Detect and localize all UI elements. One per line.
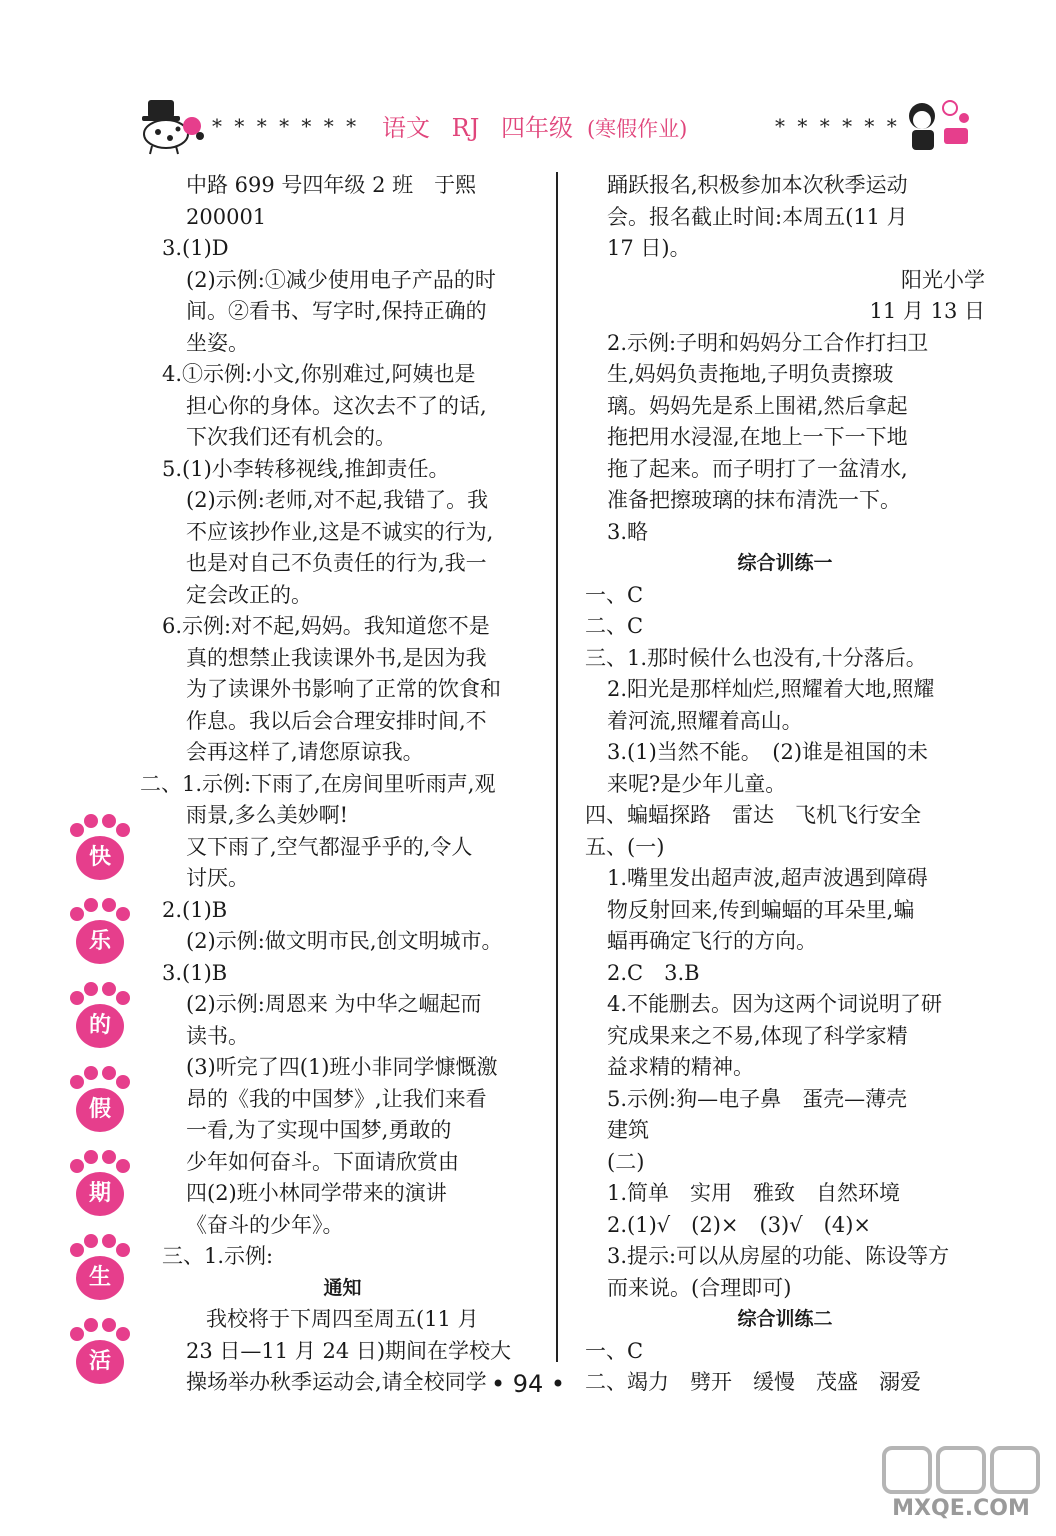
text-line: 坐姿。 (186, 330, 249, 355)
text-line: 《奋斗的少年》。 (186, 1212, 344, 1237)
text-line: 也是对自己不负责任的行为,我一 (186, 551, 487, 575)
paw-char: 快 (88, 845, 111, 870)
text-line: 3.略 (607, 519, 649, 544)
paw-badge (55, 894, 145, 978)
text-line: 17 日)。 (607, 236, 691, 260)
text-line: 又下雨了,空气都湿乎乎的,令人 (186, 834, 473, 859)
paw-badge (55, 1062, 145, 1146)
text-line: 6.示例:对不起,妈妈。我知道您不是 (162, 614, 490, 638)
text-line: 一看,为了实现中国梦,勇敢的 (186, 1118, 452, 1142)
text-line: 二、1.示例:下雨了,在房间里听雨声,观 (140, 771, 496, 796)
text-line: 雨景,多么美妙啊! (186, 803, 349, 827)
text-line: 拖了起来。而子明打了一盆清水, (607, 456, 908, 481)
text-line: 下次我们还有机会的。 (186, 425, 396, 449)
text-line: 五、(一) (585, 834, 665, 859)
text-line: 200001 (186, 204, 267, 229)
paw-badge (55, 1230, 145, 1314)
text-line: 少年如何奋斗。下面请欣赏由 (186, 1149, 459, 1174)
paw-char: 期 (88, 1181, 111, 1206)
page-header (120, 96, 980, 156)
paw-char: 假 (88, 1097, 111, 1122)
cartoon-kid-icon (900, 96, 980, 158)
text-line: (2)示例:周恩来 为中华之崛起而 (186, 992, 482, 1016)
text-line: 一、C (585, 1338, 644, 1363)
text-line: 三、1.那时候什么也没有,十分落后。 (585, 645, 927, 670)
text-line: 3.(1)当然不能。 (2)谁是祖国的未 (607, 740, 929, 764)
text-line: 不应该抄作业,这是不诚实的行为, (186, 519, 494, 544)
text-line: (二) (607, 1149, 645, 1174)
paw-badge (55, 810, 145, 894)
text-line: 11 月 13 日 (869, 299, 985, 323)
text-line: 而来说。(合理即可) (607, 1275, 792, 1300)
text-line: 3.(1)B (162, 960, 228, 985)
text-line: 昂的《我的中国梦》,让我们来看 (186, 1086, 487, 1111)
watermark-text: MXQE.COM (892, 1496, 1030, 1521)
paw-char: 生 (88, 1265, 111, 1290)
text-line: 物反射回来,传到蝙蝠的耳朵里,蝙 (607, 897, 915, 922)
text-line: 四、蝙蝠探路 雷达 飞机飞行安全 (585, 803, 921, 827)
text-line: 拖把用水浸湿,在地上一下一下地 (607, 425, 908, 449)
text-line: 中路 699 号四年级 2 班 于熙 (186, 173, 477, 197)
text-line: 2.示例:子明和妈妈分工合作打扫卫 (607, 330, 929, 355)
text-line: 间。②看书、写字时,保持正确的 (186, 299, 487, 323)
text-line: (2)示例:老师,对不起,我错了。我 (186, 488, 489, 512)
header-book: (寒假作业) (586, 117, 688, 141)
text-line: 为了读课外书影响了正常的饮食和 (186, 677, 501, 701)
paw-badge (55, 1146, 145, 1230)
dalmatian-cartoon-icon (130, 96, 220, 156)
side-banner (55, 810, 145, 1398)
text-line: 操场举办秋季运动会,请全校同学 (186, 1370, 487, 1394)
left-column (140, 170, 545, 1399)
text-line: 作息。我以后会合理安排时间,不 (186, 708, 487, 733)
text-line: 3.提示:可以从房屋的功能、陈设等方 (607, 1244, 950, 1268)
header-stars-right: * * * * * * (775, 114, 900, 138)
text-line: 2.C 3.B (607, 960, 700, 985)
text-line: 三、1.示例: (162, 1244, 274, 1268)
text-line: 踊跃报名,积极参加本次秋季运动 (607, 173, 908, 197)
text-line: 二、竭力 劈开 缓慢 茂盛 溺爱 (585, 1370, 921, 1394)
text-line: 综合训练一 (737, 552, 833, 574)
text-line: 通知 (323, 1276, 362, 1299)
header-stars-left: * * * * * * * (212, 114, 360, 138)
text-line: 生,妈妈负责拖地,子明负责擦玻 (607, 362, 894, 386)
text-line: 着河流,照耀着高山。 (607, 708, 803, 733)
text-line: 综合训练二 (737, 1308, 833, 1330)
right-column (585, 170, 985, 1399)
column-divider (556, 172, 558, 1362)
paw-char: 的 (88, 1013, 111, 1038)
text-line: 会。报名截止时间:本周五(11 月 (607, 204, 908, 229)
text-line: 四(2)班小林同学带来的演讲 (186, 1181, 447, 1205)
text-line: (2)示例:①减少使用电子产品的时 (186, 267, 496, 292)
text-line: 2.(1)√ (2)× (3)√ (4)× (607, 1212, 871, 1237)
watermark (876, 1440, 1046, 1530)
text-line: 5.(1)小李转移视线,推卸责任。 (162, 456, 450, 481)
header-subject: 语文 (382, 114, 430, 142)
text-line: 5.示例:狗—电子鼻 蛋壳—薄壳 (607, 1086, 908, 1111)
text-line: 2.阳光是那样灿烂,照耀着大地,照耀 (607, 677, 935, 701)
text-line: 益求精的精神。 (607, 1055, 754, 1079)
text-line: 究成果来之不易,体现了科学家精 (607, 1023, 908, 1048)
text-line: 蝠再确定飞行的方向。 (607, 929, 817, 953)
text-line: 读书。 (186, 1023, 249, 1048)
text-line: (2)示例:做文明市民,创文明城市。 (186, 929, 503, 953)
text-line: 璃。妈妈先是系上围裙,然后拿起 (607, 393, 908, 418)
text-line: 定会改正的。 (186, 582, 312, 607)
text-line: 2.(1)B (162, 897, 228, 922)
header-edition: RJ (451, 114, 480, 142)
text-line: 3.(1)D (162, 236, 229, 260)
text-line: 讨厌。 (186, 866, 249, 890)
text-line: 担心你的身体。这次去不了的话, (186, 393, 487, 418)
text-line: 建筑 (607, 1118, 649, 1142)
watermark-logo-icon (876, 1440, 1046, 1500)
text-line: 1.嘴里发出超声波,超声波遇到障碍 (607, 866, 928, 890)
text-line: 二、C (585, 614, 644, 638)
paw-char: 活 (88, 1349, 111, 1374)
text-line: 真的想禁止我读课外书,是因为我 (186, 645, 487, 670)
paw-char: 乐 (88, 929, 111, 954)
text-line: 23 日—11 月 24 日)期间在学校大 (186, 1338, 512, 1363)
text-line: 一、C (585, 582, 644, 607)
page-number: • 94 • (490, 1370, 566, 1398)
text-line: (3)听完了四(1)班小非同学慷慨激 (186, 1055, 498, 1079)
text-line: 我校将于下周四至周五(11 月 (206, 1307, 479, 1331)
text-line: 4.不能删去。因为这两个词说明了研 (607, 992, 943, 1016)
header-title (382, 108, 701, 143)
text-line: 阳光小学 (901, 267, 985, 292)
text-line: 会再这样了,请您原谅我。 (186, 740, 424, 764)
text-line: 来呢?是少年儿童。 (607, 771, 787, 796)
text-line: 4.①示例:小文,你别难过,阿姨也是 (162, 362, 476, 386)
header-grade: 四年级 (500, 114, 573, 142)
text-line: 1.简单 实用 雅致 自然环境 (607, 1181, 901, 1205)
text-line: 准备把擦玻璃的抹布清洗一下。 (607, 488, 901, 512)
paw-badge (55, 978, 145, 1062)
